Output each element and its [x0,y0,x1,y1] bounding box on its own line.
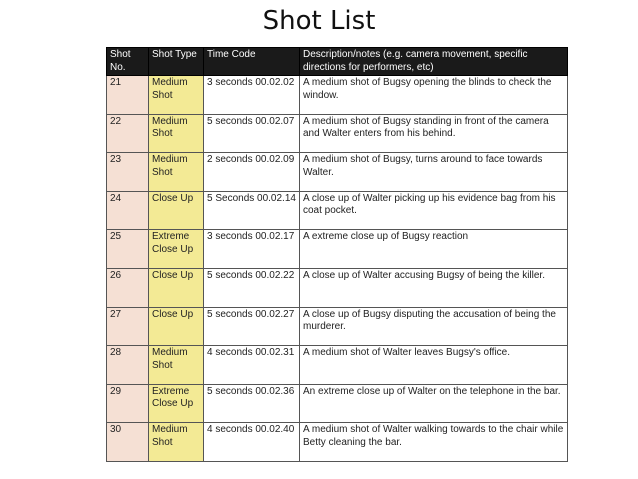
time-code-cell: 5 seconds 00.02.27 [204,307,300,346]
header-description: Description/notes (e.g. camera movement, specific directions for performers, etc) [300,48,568,76]
description-cell: A medium shot of Bugsy standing in front of the camera and Walter enters from his behind. [300,114,568,153]
time-code-cell: 5 seconds 00.02.07 [204,114,300,153]
shot-number-cell: 30 [107,423,149,462]
description-cell: A extreme close up of Bugsy reaction [300,230,568,269]
shot-type-cell: Close Up [149,307,204,346]
time-code-cell: 2 seconds 00.02.09 [204,153,300,192]
table-body [107,76,568,462]
time-code-cell: 3 seconds 00.02.17 [204,230,300,269]
description-cell: A medium shot of Bugsy, turns around to face towards Walter. [300,153,568,192]
shot-type-cell: Medium Shot [149,76,204,115]
shot-type-cell: Medium Shot [149,423,204,462]
description-cell: A medium shot of Bugsy opening the blinds to check the window. [300,76,568,115]
shot-number-cell: 23 [107,153,149,192]
description-cell: A close up of Walter accusing Bugsy of being the killer. [300,268,568,307]
header-shot-type: Shot Type [149,48,204,76]
time-code-cell: 4 seconds 00.02.40 [204,423,300,462]
table-row [107,230,568,269]
description-cell: A medium shot of Walter leaves Bugsy's office. [300,346,568,385]
time-code-cell: 5 seconds 00.02.22 [204,268,300,307]
description-cell: A medium shot of Walter walking towards to the chair while Betty cleaning the bar. [300,423,568,462]
table-row [107,153,568,192]
shot-number-cell: 27 [107,307,149,346]
shot-list-table [106,47,568,462]
header-time-code: Time Code [204,48,300,76]
header-shot-no: Shot No. [107,48,149,76]
shot-number-cell: 28 [107,346,149,385]
page-title: Shot List [262,6,376,36]
shot-number-cell: 26 [107,268,149,307]
shot-number-cell: 25 [107,230,149,269]
time-code-cell: 3 seconds 00.02.02 [204,76,300,115]
header-row [107,48,568,76]
shot-type-cell: Medium Shot [149,153,204,192]
table-row [107,307,568,346]
shot-number-cell: 24 [107,191,149,230]
shot-number-cell: 29 [107,384,149,423]
table-row [107,191,568,230]
shot-type-cell: Close Up [149,191,204,230]
table-row [107,423,568,462]
table-row [107,384,568,423]
shot-type-cell: Extreme Close Up [149,384,204,423]
shot-number-cell: 21 [107,76,149,115]
description-cell: A close up of Bugsy disputing the accusation of being the murderer. [300,307,568,346]
time-code-cell: 5 seconds 00.02.36 [204,384,300,423]
shot-type-cell: Close Up [149,268,204,307]
table-row [107,346,568,385]
description-cell: A close up of Walter picking up his evidence bag from his coat pocket. [300,191,568,230]
table-row [107,76,568,115]
time-code-cell: 5 Seconds 00.02.14 [204,191,300,230]
table-row [107,114,568,153]
description-cell: An extreme close up of Walter on the telephone in the bar. [300,384,568,423]
shot-type-cell: Extreme Close Up [149,230,204,269]
table-header [107,48,568,76]
table-row [107,268,568,307]
shot-type-cell: Medium Shot [149,346,204,385]
shot-type-cell: Medium Shot [149,114,204,153]
time-code-cell: 4 seconds 00.02.31 [204,346,300,385]
shot-number-cell: 22 [107,114,149,153]
